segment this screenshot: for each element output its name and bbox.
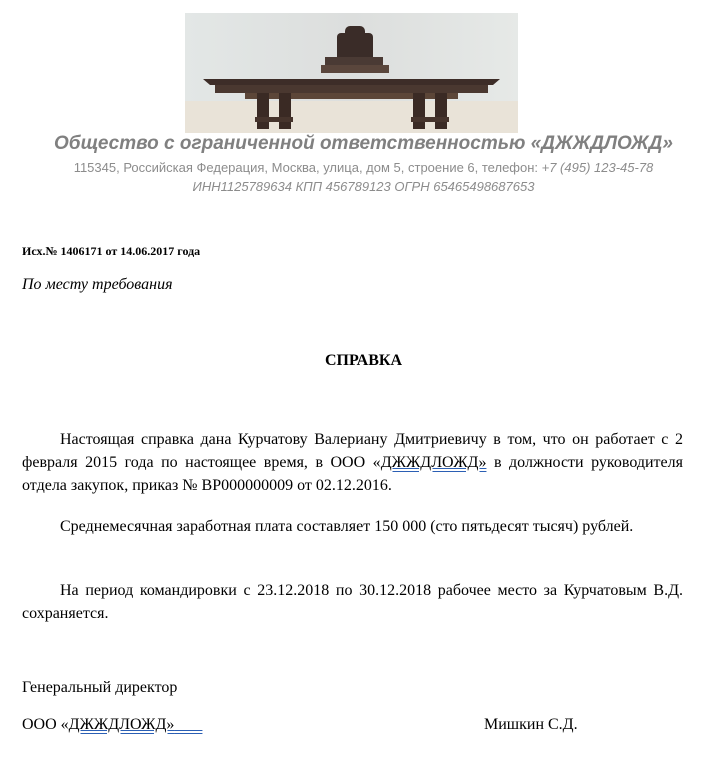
console-table-icon [185, 13, 518, 133]
paragraph-employment-start: Настоящая справка дана Курчатову Валериану Дмитриевичу в том, что он работает с 2 февраля 2015 года по настоящее время, в ООО « [22, 431, 683, 471]
company-name-inline: ДЖЖДЛОЖД» [380, 454, 487, 471]
company-name: Общество с ограниченной ответственностью «ДЖЖДЛОЖД» [54, 133, 673, 154]
outgoing-number: Исх.№ 1406171 от 14.06.2017 года [22, 244, 201, 258]
org-prefix: ООО « [22, 716, 69, 733]
paragraph-employment-end: в должности руководителя отдела закупок, приказ № ВР000000009 от 02.12.2016. [22, 454, 683, 494]
recipient: По месту требования [22, 276, 173, 293]
company-requisites: ИНН1125789634 КПП 456789123 ОГРН 65465498687653 [192, 179, 535, 194]
letterhead-logo [185, 13, 518, 133]
paragraph-employment [22, 428, 683, 497]
org-name-text: ДЖЖДЛОЖД» [68, 716, 175, 733]
signatory-position: Генеральный директор [22, 679, 178, 696]
phone-number: +7 (495) 123-45-78 [541, 160, 654, 175]
company-address [0, 160, 727, 175]
paragraph-salary: Среднемесячная заработная плата составляет 150 000 (сто пятьдесят тысяч) рублей. [60, 518, 634, 535]
paragraph-business-trip: На период командировки с 23.12.2018 по 30.12.2018 рабочее место за Курчатовым В.Д. сохраняется. [22, 582, 683, 622]
address-text: 115345, Российская Федерация, Москва, улица, дом 5, строение 6, телефон: [73, 160, 542, 175]
signatory-name: Мишкин С.Д. [484, 716, 578, 733]
org-name [69, 716, 203, 733]
signatory-organization [22, 716, 202, 734]
org-name-tail [174, 716, 202, 733]
document-title: СПРАВКА [324, 352, 403, 369]
